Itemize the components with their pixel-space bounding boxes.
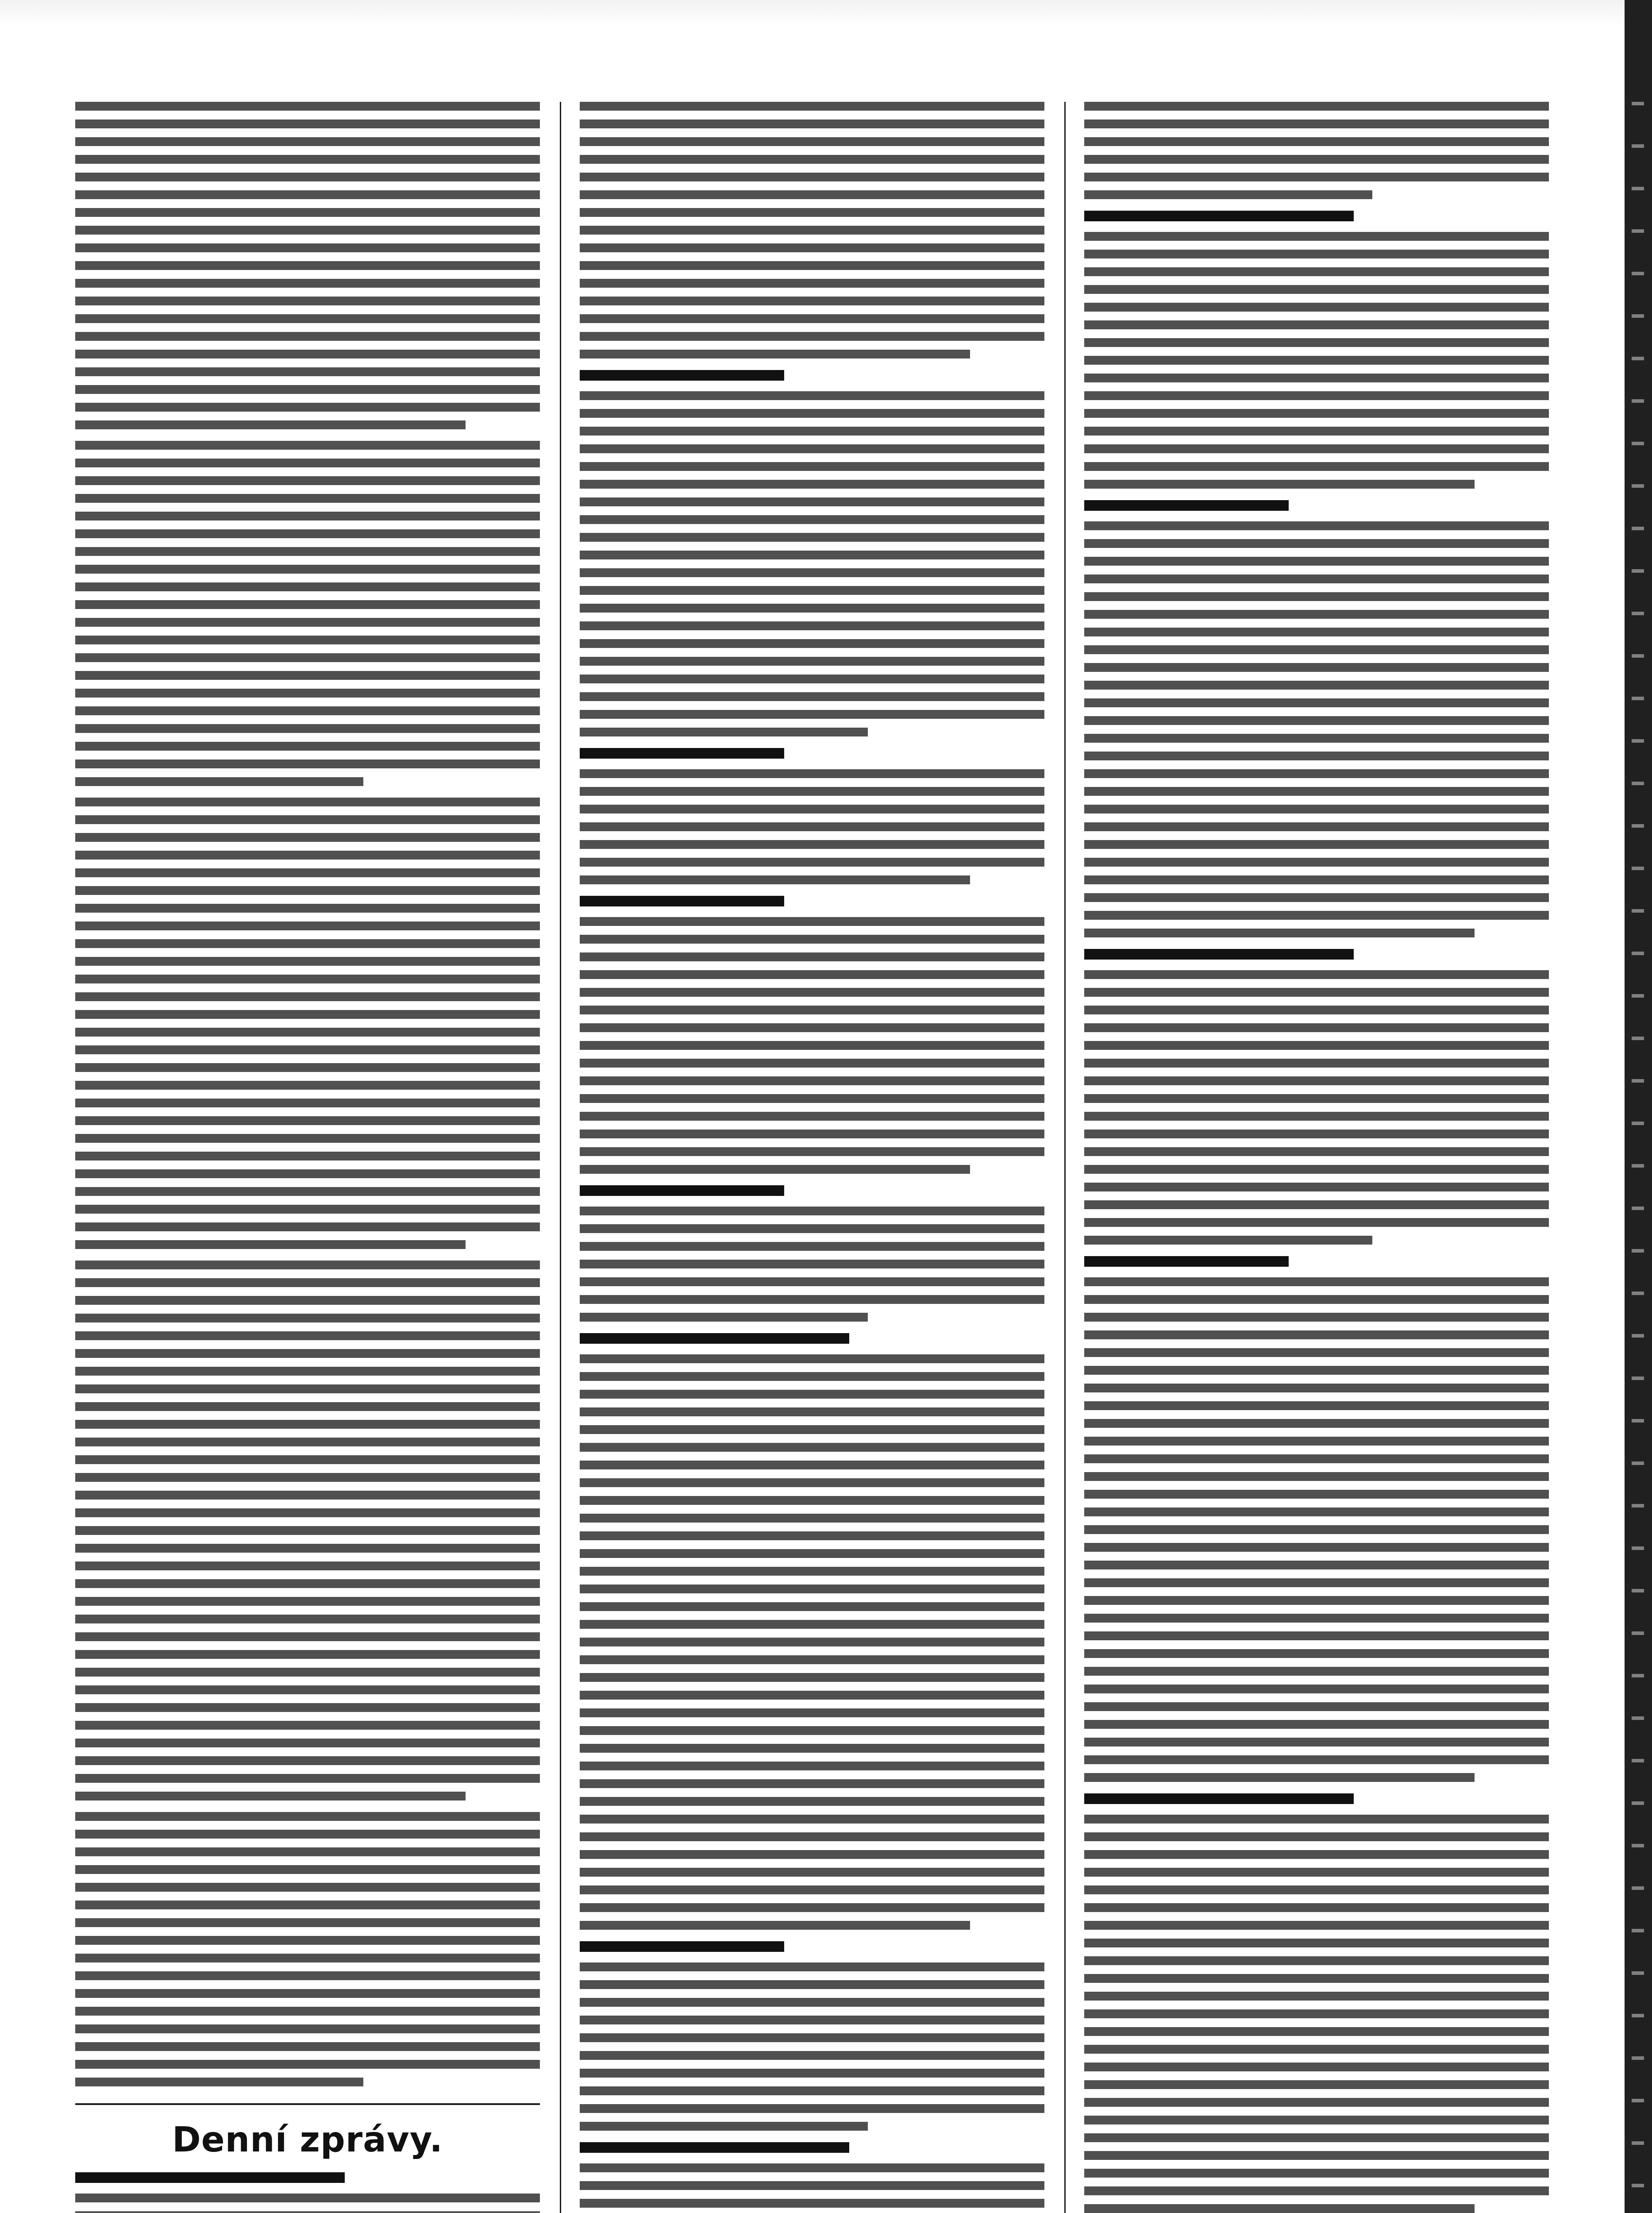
page-top-edge bbox=[0, 0, 1652, 27]
text-block bbox=[580, 748, 1044, 884]
text-block bbox=[75, 798, 540, 1249]
text-block bbox=[75, 1812, 540, 2086]
text-block bbox=[580, 1185, 1044, 1322]
scan-edge-dots bbox=[1632, 84, 1644, 2213]
column-middle bbox=[580, 102, 1044, 2213]
text-block bbox=[580, 1941, 1044, 2131]
text-block bbox=[580, 896, 1044, 1174]
column-right bbox=[1084, 102, 1549, 2213]
text-block bbox=[580, 1333, 1044, 1930]
text-block bbox=[1084, 102, 1549, 199]
text-block bbox=[1084, 949, 1549, 1245]
section-heading: Denní zprávy. bbox=[172, 2120, 443, 2160]
text-block bbox=[580, 370, 1044, 736]
section-heading-wrap bbox=[75, 2120, 540, 2160]
text-block bbox=[1084, 1256, 1549, 1782]
text-block bbox=[75, 1261, 540, 1800]
text-block bbox=[1084, 1793, 1549, 2213]
text-block bbox=[1084, 211, 1549, 489]
column-left bbox=[75, 102, 540, 2213]
text-block bbox=[75, 441, 540, 786]
section-divider bbox=[75, 2103, 540, 2105]
text-block bbox=[1084, 500, 1549, 937]
newspaper-page bbox=[75, 102, 1549, 2213]
column-rule-left bbox=[560, 102, 561, 2213]
text-block bbox=[75, 2172, 540, 2213]
column-rule-right bbox=[1064, 102, 1066, 2213]
text-block bbox=[75, 102, 540, 429]
text-block bbox=[580, 2142, 1044, 2213]
text-block bbox=[580, 102, 1044, 359]
